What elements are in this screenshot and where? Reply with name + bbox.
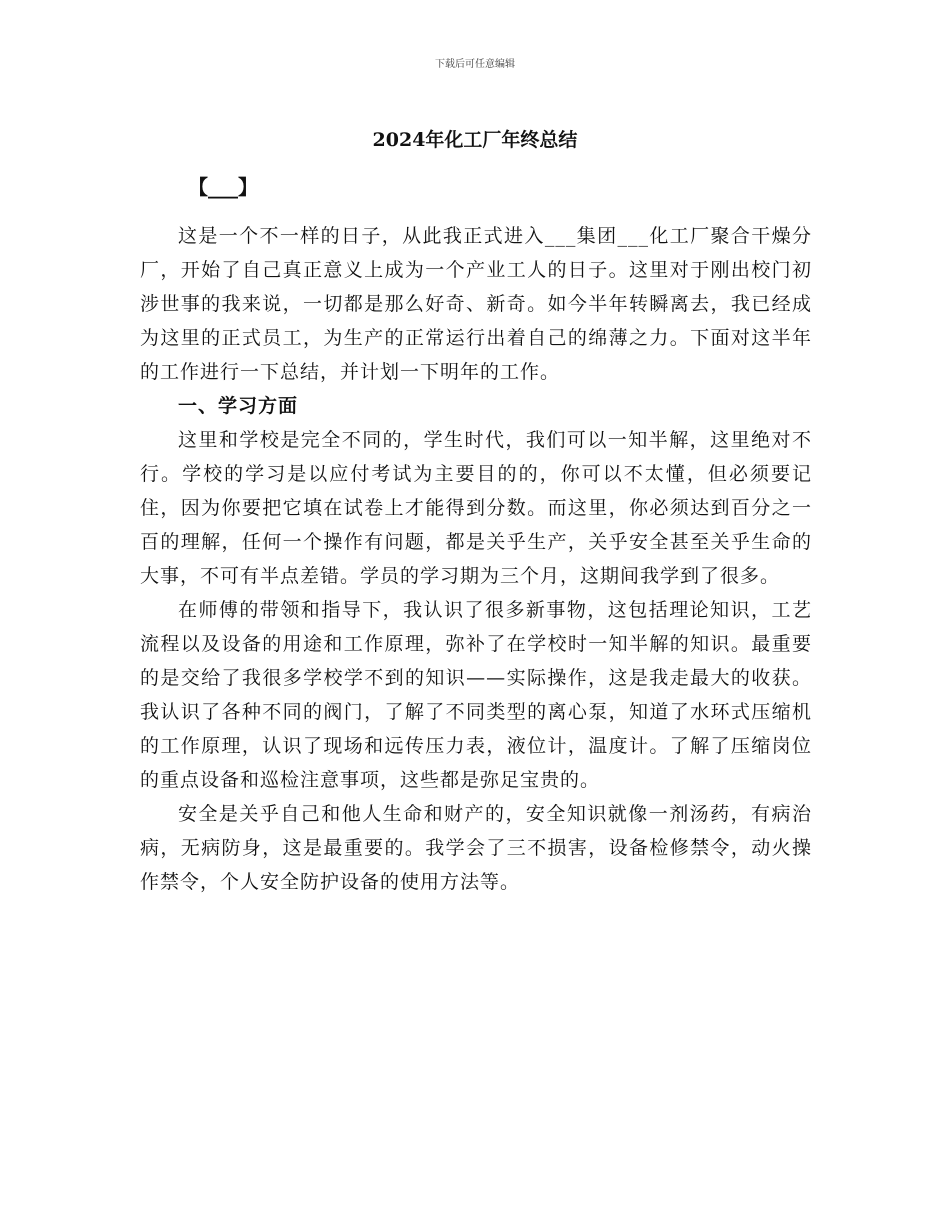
study-paragraph-1: 这里和学校是完全不同的，学生时代，我们可以一知半解，这里绝对不行。学校的学习是以应付考试为主要目的的，你可以不太懂，但必须要记住，因为你要把它填在试卷上才能得到分数。而这里，你必须达到百分之一百的理解，任何一个操作有问题，都是关乎生产，关乎安全甚至关乎生命的大事，不可有半点差错。学员的学习期为三个月，这期间我学到了很多。	[140, 429, 812, 587]
header-note: 下载后可任意编辑	[435, 59, 515, 70]
intro-paragraph: 这是一个不一样的日子，从此我正式进入___集团___化工厂聚合干燥分厂，开始了自己真正意义上成为一个产业工人的日子。这里对于刚出校门初涉世事的我来说，一切都是那么好奇、新奇。如今半年转瞬离去，我已经成为这里的正式员工，为生产的正常运行出着自己的绵薄之力。下面对这半年的工作进行一下总结，并计划一下明年的工作。	[140, 225, 812, 383]
section-heading-study: 一、学习方面	[178, 395, 299, 417]
document-title: 2024年化工厂年终总结	[372, 129, 578, 151]
document-body	[140, 219, 812, 899]
blank-bracket: 【___】	[188, 175, 258, 199]
study-paragraph-2: 在师傅的带领和指导下，我认识了很多新事物，这包括理论知识，工艺流程以及设备的用途和工作原理，弥补了在学校时一知半解的知识。最重要的是交给了我很多学校学不到的知识——实际操作，这是我走最大的收获。我认识了各种不同的阀门，了解了不同类型的离心泵，知道了水环式压缩机的工作原理，认识了现场和远传压力表，液位计，温度计。了解了压缩岗位的重点设备和巡检注意事项，这些都是弥足宝贵的。	[140, 599, 812, 791]
study-paragraph-3: 安全是关乎自己和他人生命和财产的，安全知识就像一剂汤药，有病治病，无病防身，这是最重要的。我学会了三不损害，设备检修禁令，动火操作禁令，个人安全防护设备的使用方法等。	[140, 803, 812, 893]
